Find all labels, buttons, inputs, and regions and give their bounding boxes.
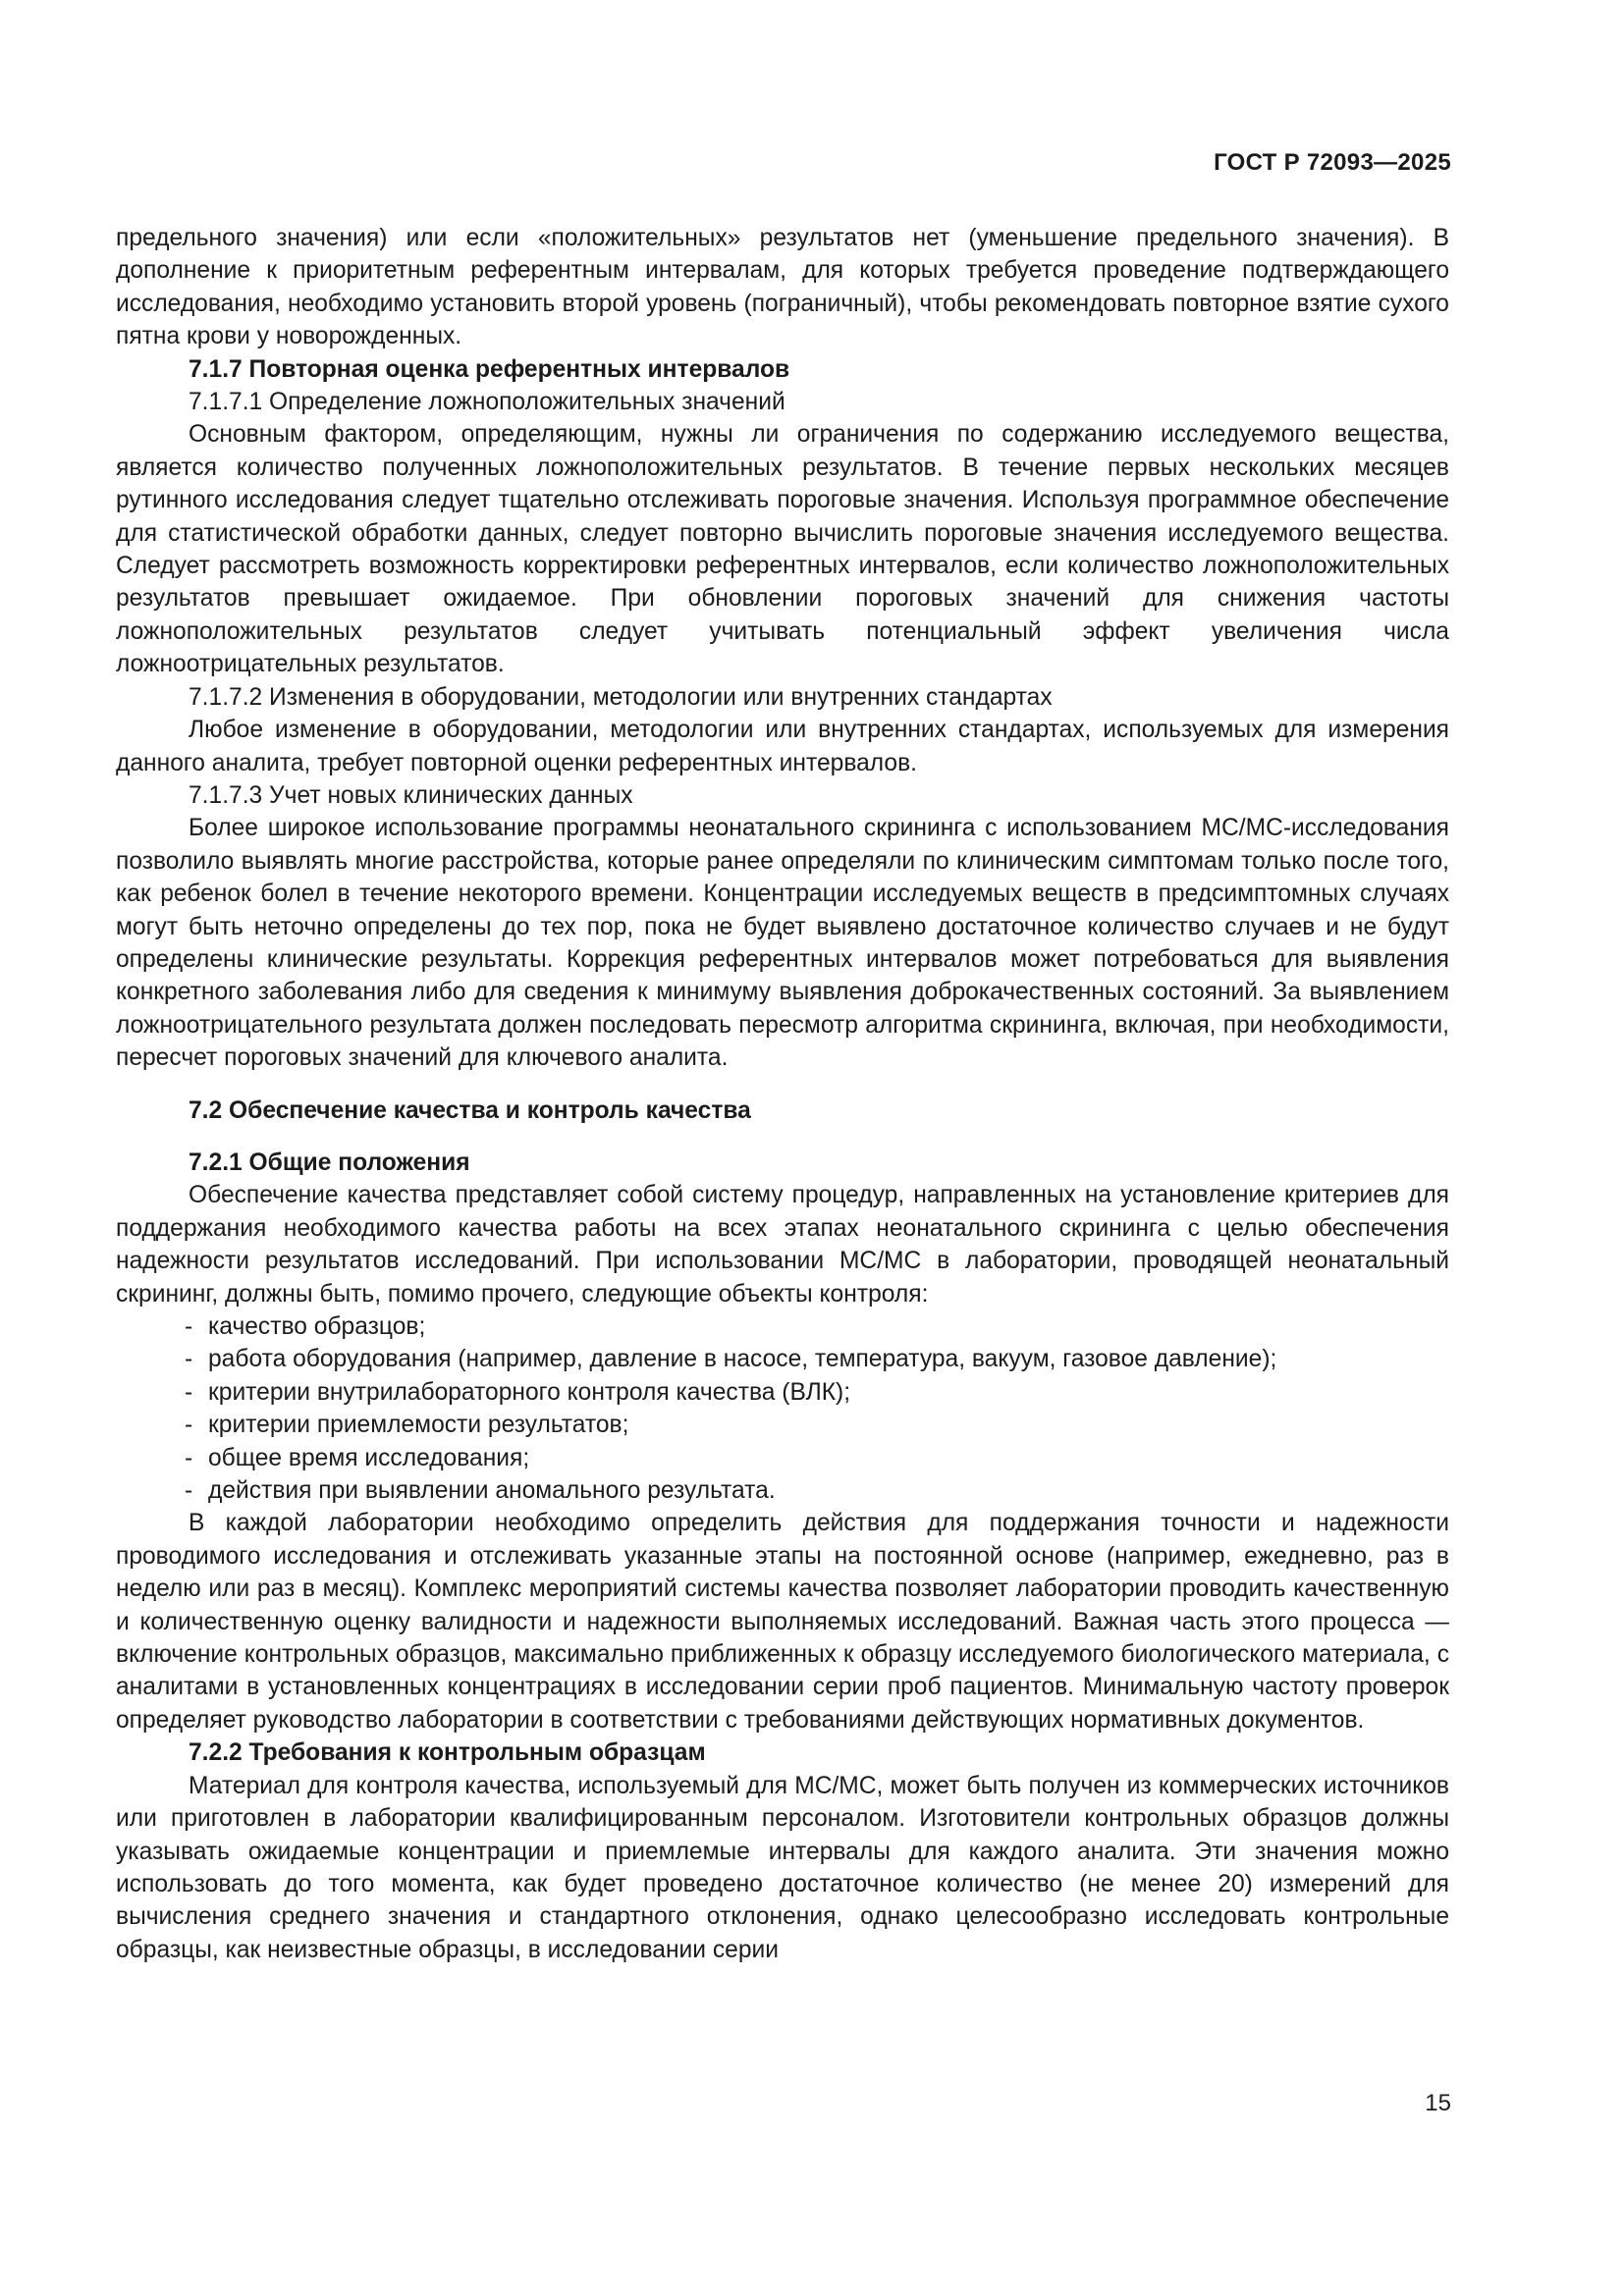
control-objects-list <box>116 1310 1449 1507</box>
heading-7-2-1: 7.2.1 Общие положения <box>189 1148 470 1176</box>
document-header-id: ГОСТ Р 72093—2025 <box>1214 149 1451 176</box>
paragraph-7-1-7-1: Основным фактором, определяющим, нужны ли ограничения по содержанию исследуемого вещества, является количество полученных ложноположительных результатов. В течение первых нескольких месяцев рутинного исследования следует тщательно отслеживать пороговые значения. Используя программное обеспечение для статистической обработки данных, следует повторно вычислить пороговые значения исследуемого вещества. Следует рассмотреть возможность корректировки референтных интервалов, если количество ложноположительных результатов превышает ожидаемое. При обновлении пороговых значений для снижения частоты ложноположительных результатов следует учитывать потенциальный эффект увеличения числа ложноотрицательных результатов. <box>116 421 1449 678</box>
list-item: - критерии внутрилабораторного контроля качества (ВЛК); <box>185 1376 1449 1409</box>
paragraph-7-2-1-continued: В каждой лаборатории необходимо определить действия для поддержания точности и надежности проводимого исследования и отслеживать указанные этапы на постоянной основе (например, ежедневно, раз в неделю или раз в месяц). Комплекс мероприятий системы качества позволяет лаборатории проводить качественную и количественную оценку валидности и надежности выполняемых исследований. Важная часть этого процесса — включение контрольных образцов, максимально приближенных к образцу исследуемого биологического материала, с аналитами в установленных концентрациях в исследовании серии проб пациентов. Минимальную частоту проверок определяет руководство лаборатории в соответствии с требованиями действующих нормативных документов. <box>116 1510 1449 1734</box>
heading-7-2: 7.2 Обеспечение качества и контроль качества <box>189 1096 751 1124</box>
list-item: - общее время исследования; <box>185 1442 1449 1474</box>
paragraph-7-2-1: Обеспечение качества представляет собой систему процедур, направленных на установление критериев для поддержания необходимого качества работы на всех этапах неонатального скрининга с целью обеспечения надежности результатов исследований. При использовании МС/МС в лаборатории, проводящей неонатальный скрининг, должны быть, помимо прочего, следующие объекты контроля: <box>116 1182 1449 1308</box>
heading-7-1-7-2: 7.1.7.2 Изменения в оборудовании, методологии или внутренних стандартах <box>189 683 1053 711</box>
paragraph-7-2-2: Материал для контроля качества, используемый для МС/МС, может быть получен из коммерческих источников или приготовлен в лаборатории квалифицированным персоналом. Изготовители контрольных образцов должны указывать ожидаемые концентрации и приемлемые интервалы для каждого аналита. Эти значения можно использовать до того момента, как будет проведено достаточное количество (не менее 20) измерений для вычисления среднего значения и стандартного отклонения, однако целесообразно исследовать контрольные образцы, как неизвестные образцы, в исследовании серии <box>116 1772 1449 1963</box>
paragraph-7-1-7-2: Любое изменение в оборудовании, методологии или внутренних стандартах, используемых для измерения данного аналита, требует повторной оценки референтных интервалов. <box>116 717 1449 776</box>
list-item: - работа оборудования (например, давление в насосе, температура, вакуум, газовое давление); <box>185 1343 1449 1375</box>
list-item: - критерии приемлемости результатов; <box>185 1409 1449 1441</box>
list-item: - действия при выявлении аномального результата. <box>185 1474 1449 1507</box>
page-number: 15 <box>1425 2090 1451 2116</box>
paragraph-continuation: предельного значения) или если «положительных» результатов нет (уменьшение предельного значения). В дополнение к приоритетным референтным интервалам, для которых требуется проведение подтверждающего исследования, необходимо установить второй уровень (пограничный), чтобы рекомендовать повторное взятие сухого пятна крови у новорожденных. <box>116 225 1449 350</box>
heading-7-1-7-3: 7.1.7.3 Учет новых клинических данных <box>189 781 633 809</box>
heading-7-1-7-1: 7.1.7.1 Определение ложноположительных значений <box>189 389 785 416</box>
document-body <box>116 222 1449 1966</box>
heading-7-2-2: 7.2.2 Требования к контрольным образцам <box>189 1739 706 1767</box>
paragraph-7-1-7-3: Более широкое использование программы неонатального скрининга с использованием МС/МС-исследования позволило выявлять многие расстройства, которые ранее определяли по клиническим симптомам только после того, как ребенок болел в течение некоторого времени. Концентрации исследуемых веществ в предсимптомных случаях могут быть неточно определены до тех пор, пока не будет выявлено достаточное количество случаев и не будут определены клинические результаты. Коррекция референтных интервалов может потребоваться для выявления конкретного заболевания либо для сведения к минимуму выявления доброкачественных состояний. За выявлением ложноотрицательного результата должен последовать пересмотр алгоритма скрининга, включая, при необходимости, пересчет пороговых значений для ключевого аналита. <box>116 815 1449 1072</box>
heading-7-1-7: 7.1.7 Повторная оценка референтных интервалов <box>189 355 790 383</box>
list-item: - качество образцов; <box>185 1310 1449 1343</box>
